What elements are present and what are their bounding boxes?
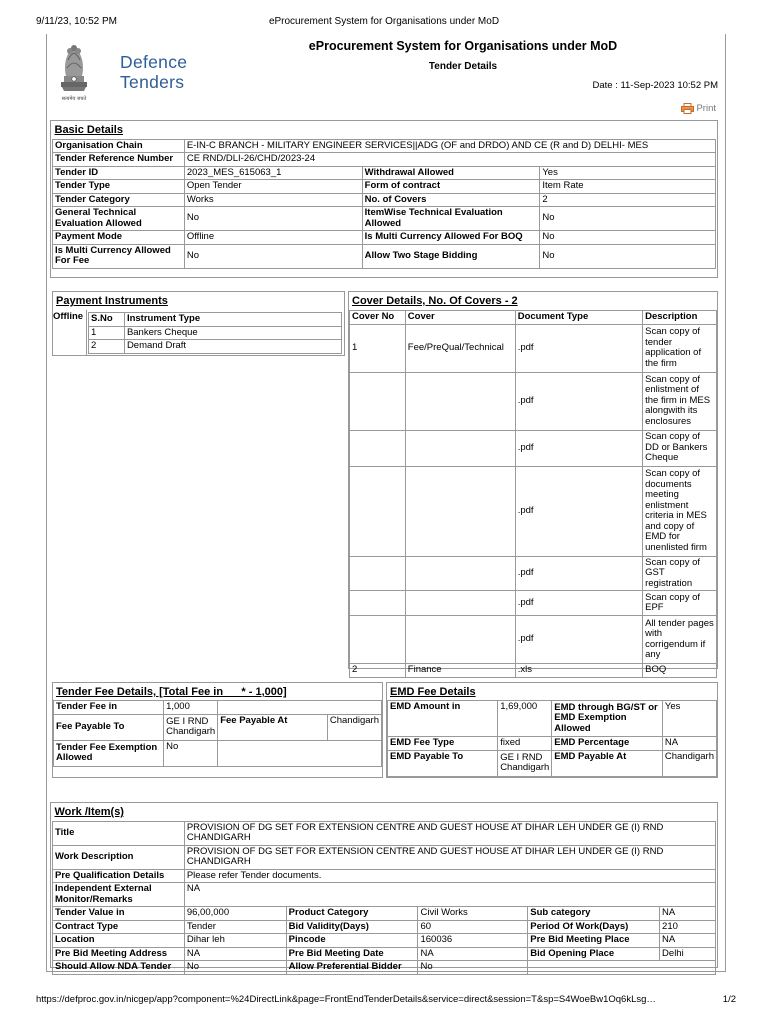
cover-no — [350, 616, 406, 664]
emd-payable-at-label: EMD Payable At — [552, 750, 663, 776]
printer-icon — [681, 103, 694, 114]
twostage-value: No — [540, 244, 716, 268]
org-chain-value: E-IN-C BRANCH - MILITARY ENGINEER SERVICES||ADG (OF and DRDO) AND CE (R and D) DELHI- MES — [184, 139, 715, 153]
pincode-label: Pincode — [286, 934, 418, 948]
cover-desc: Scan copy of GST registration — [643, 556, 717, 591]
cover-desc: All tender pages with corrigendum if any — [643, 616, 717, 664]
pref-bidder-label: Allow Preferential Bidder — [286, 961, 418, 975]
pbm-address-value: NA — [184, 947, 286, 961]
itemwise-value: No — [540, 207, 716, 231]
monitor-label: Independent External Monitor/Remarks — [53, 883, 185, 907]
cover-name: Finance — [405, 664, 515, 678]
pref-bidder-value: No — [418, 961, 528, 975]
withdrawal-value: Yes — [540, 166, 716, 180]
page-url: https://defproc.gov.in/nicgep/app?component=%24DirectLink&page=FrontEndTenderDetails&service=direct&session=T&sp=S4WoeBw1Oq6kLsg… — [36, 994, 656, 1005]
table-row — [350, 372, 717, 430]
basic-details-table — [52, 122, 716, 269]
multicur-boq-label: Is Multi Currency Allowed For BOQ — [362, 231, 540, 245]
table-row — [350, 324, 717, 372]
emd-pct-value: NA — [662, 737, 716, 751]
preq-label: Pre Qualification Details — [53, 869, 185, 883]
table-row — [350, 430, 717, 466]
location-label: Location — [53, 934, 185, 948]
multicur-boq-value: No — [540, 231, 716, 245]
covers-count-label: No. of Covers — [362, 193, 540, 207]
payment-mode-label: Payment Mode — [53, 231, 185, 245]
defence-tenders-logo — [56, 38, 206, 106]
emd-pct-label: EMD Percentage — [552, 737, 663, 751]
work-period-value: 210 — [660, 920, 716, 934]
emblem-motto: सत्यमेव जयते — [61, 96, 87, 102]
gte-label: General Technical Evaluation Allowed — [53, 207, 185, 231]
cover-header-doctype: Document Type — [515, 311, 642, 325]
basic-details-title: Basic Details — [54, 124, 123, 136]
cover-no — [350, 466, 406, 556]
work-items-title: Work /Item(s) — [54, 806, 124, 818]
tender-category-label: Tender Category — [53, 193, 185, 207]
emd-fee-table — [387, 700, 717, 777]
contract-form-label: Form of contract — [362, 180, 540, 194]
cover-doctype: .pdf — [515, 430, 642, 466]
cover-no — [350, 556, 406, 591]
emd-fee-title: EMD Fee Details — [390, 686, 476, 698]
cover-doctype: .pdf — [515, 324, 642, 372]
tender-category-value: Works — [184, 193, 362, 207]
cover-desc: Scan copy of DD or Bankers Cheque — [643, 430, 717, 466]
tender-type-label: Tender Type — [53, 180, 185, 194]
cover-header-cover: Cover — [405, 311, 515, 325]
cover-details-title: Cover Details, No. Of Covers - 2 — [352, 295, 518, 307]
cover-no — [350, 430, 406, 466]
payment-instruments-title: Payment Instruments — [56, 295, 168, 307]
pbm-address-label: Pre Bid Meeting Address — [53, 947, 185, 961]
gte-value: No — [184, 207, 362, 231]
cover-desc: Scan copy of documents meeting enlistment criteria in MES and copy of EMD for unenlisted firm — [643, 466, 717, 556]
sub-category-value: NA — [660, 907, 716, 921]
pbm-place-value: NA — [660, 934, 716, 948]
tender-ref-value: CE RND/DLI-26/CHD/2023-24 — [184, 153, 715, 167]
tender-id-label: Tender ID — [53, 166, 185, 180]
fee-exemption-label: Tender Fee Exemption Allowed — [54, 740, 164, 766]
pi-header-sno: S.No — [89, 313, 125, 327]
emd-payable-at-value: Chandigarh — [662, 750, 716, 776]
fee-payable-at-value: Chandigarh — [327, 714, 381, 740]
cover-name — [405, 591, 515, 616]
location-value: Dihar leh — [184, 934, 286, 948]
print-page-title: eProcurement System for Organisations under MoD — [268, 16, 500, 27]
cover-header-no: Cover No — [350, 311, 406, 325]
payment-instruments-table — [88, 312, 342, 354]
emd-amount-value: 1,69,000 — [498, 701, 552, 737]
emd-amount-label: EMD Amount in — [388, 701, 498, 737]
sub-category-label: Sub category — [528, 907, 660, 921]
tender-fee-value: 1,000 — [164, 701, 218, 715]
table-row — [350, 556, 717, 591]
contract-type-value: Tender — [184, 920, 286, 934]
cover-doctype: .pdf — [515, 616, 642, 664]
payment-mode-value: Offline — [184, 231, 362, 245]
tender-fee-table — [53, 700, 382, 767]
emd-type-value: fixed — [498, 737, 552, 751]
cover-no: 1 — [350, 324, 406, 372]
emd-bg-value: Yes — [662, 701, 716, 737]
logo-line2: Tenders — [120, 72, 185, 92]
bid-opening-place-label: Bid Opening Place — [528, 947, 660, 961]
contract-form-value: Item Rate — [540, 180, 716, 194]
fee-payable-to-value: GE I RND Chandigarh — [164, 714, 218, 740]
cover-doctype: .xls — [515, 664, 642, 678]
pi-header-type: Instrument Type — [124, 313, 341, 327]
emd-type-label: EMD Fee Type — [388, 737, 498, 751]
print-label[interactable]: Print — [696, 103, 716, 114]
bid-validity-label: Bid Validity(Days) — [286, 920, 418, 934]
cover-name: Fee/PreQual/Technical — [405, 324, 515, 372]
cover-doctype: .pdf — [515, 466, 642, 556]
tender-type-value: Open Tender — [184, 180, 362, 194]
cover-doctype: .pdf — [515, 591, 642, 616]
pi-type: Demand Draft — [124, 340, 341, 354]
cover-name — [405, 616, 515, 664]
emd-bg-label: EMD through BG/ST or EMD Exemption Allowed — [552, 701, 663, 737]
table-row — [350, 616, 717, 664]
date-line: Date : 11-Sep-2023 10:52 PM — [592, 80, 718, 91]
work-period-label: Period Of Work(Days) — [528, 920, 660, 934]
covers-count-value: 2 — [540, 193, 716, 207]
print-header — [36, 16, 732, 30]
fee-payable-at-label: Fee Payable At — [218, 714, 328, 740]
bid-validity-value: 60 — [418, 920, 528, 934]
cover-desc: Scan copy of enlistment of the firm in MES alongwith its enclosures — [643, 372, 717, 430]
print-link[interactable] — [681, 103, 716, 114]
product-category-value: Civil Works — [418, 907, 528, 921]
page-subtitle: Tender Details — [428, 61, 498, 72]
pi-sno: 1 — [89, 326, 125, 340]
multicur-fee-value: No — [184, 244, 362, 268]
cover-header-desc: Description — [643, 311, 717, 325]
cover-no: 2 — [350, 664, 406, 678]
pincode-value: 160036 — [418, 934, 528, 948]
twostage-label: Allow Two Stage Bidding — [362, 244, 540, 268]
table-row — [350, 591, 717, 616]
pi-sno: 2 — [89, 340, 125, 354]
tender-value-value: 96,00,000 — [184, 907, 286, 921]
org-chain-label: Organisation Chain — [53, 139, 185, 153]
fee-payable-to-label: Fee Payable To — [54, 714, 164, 740]
nda-value: No — [184, 961, 286, 975]
multicur-fee-label: Is Multi Currency Allowed For Fee — [53, 244, 185, 268]
cover-doctype: .pdf — [515, 372, 642, 430]
work-desc-label: Work Description — [53, 845, 185, 869]
work-items-table — [52, 804, 716, 975]
cover-name — [405, 466, 515, 556]
national-emblem-icon — [56, 38, 92, 98]
pbm-date-value: NA — [418, 947, 528, 961]
system-title: eProcurement System for Organisations under MoD — [308, 39, 618, 53]
cover-desc: Scan copy of EPF — [643, 591, 717, 616]
cover-desc: BOQ — [643, 664, 717, 678]
emd-payable-to-label: EMD Payable To — [388, 750, 498, 776]
payment-mode-offline: Offline — [53, 311, 84, 322]
work-title-label: Title — [53, 821, 185, 845]
print-datetime: 9/11/23, 10:52 PM — [36, 16, 117, 27]
cover-name — [405, 556, 515, 591]
table-row — [89, 340, 342, 354]
work-desc-value: PROVISION OF DG SET FOR EXTENSION CENTRE AND GUEST HOUSE AT DIHAR LEH UNDER GE (I) RND CHANDIGARH — [184, 845, 715, 869]
cover-name — [405, 430, 515, 466]
preq-value: Please refer Tender documents. — [184, 869, 715, 883]
nda-label: Should Allow NDA Tender — [53, 961, 185, 975]
pbm-date-label: Pre Bid Meeting Date — [286, 947, 418, 961]
pbm-place-label: Pre Bid Meeting Place — [528, 934, 660, 948]
page-number: 1/2 — [722, 994, 736, 1005]
monitor-value: NA — [184, 883, 715, 907]
product-category-label: Product Category — [286, 907, 418, 921]
tender-fee-title: Tender Fee Details, [Total Fee in * - 1,000] — [56, 686, 287, 698]
cover-name — [405, 372, 515, 430]
logo-line1: Defence — [120, 52, 188, 72]
table-row — [89, 326, 342, 340]
cover-no — [350, 372, 406, 430]
fee-exemption-value: No — [164, 740, 218, 766]
tender-value-label: Tender Value in — [53, 907, 185, 921]
work-title-value: PROVISION OF DG SET FOR EXTENSION CENTRE AND GUEST HOUSE AT DIHAR LEH UNDER GE (I) RND CHANDIGARH — [184, 821, 715, 845]
cover-doctype: .pdf — [515, 556, 642, 591]
cover-no — [350, 591, 406, 616]
contract-type-label: Contract Type — [53, 920, 185, 934]
pi-type: Bankers Cheque — [124, 326, 341, 340]
emd-payable-to-value: GE I RND Chandigarh — [498, 750, 552, 776]
print-footer — [36, 994, 736, 1008]
bid-opening-place-value: Delhi — [660, 947, 716, 961]
cover-desc: Scan copy of tender application of the firm — [643, 324, 717, 372]
withdrawal-label: Withdrawal Allowed — [362, 166, 540, 180]
tender-id-value: 2023_MES_615063_1 — [184, 166, 362, 180]
table-row — [350, 664, 717, 678]
table-row — [350, 466, 717, 556]
itemwise-label: ItemWise Technical Evaluation Allowed — [362, 207, 540, 231]
cover-details-table — [349, 310, 717, 678]
tender-ref-label: Tender Reference Number — [53, 153, 185, 167]
logo-text — [120, 52, 187, 92]
tender-fee-label: Tender Fee in — [54, 701, 164, 715]
